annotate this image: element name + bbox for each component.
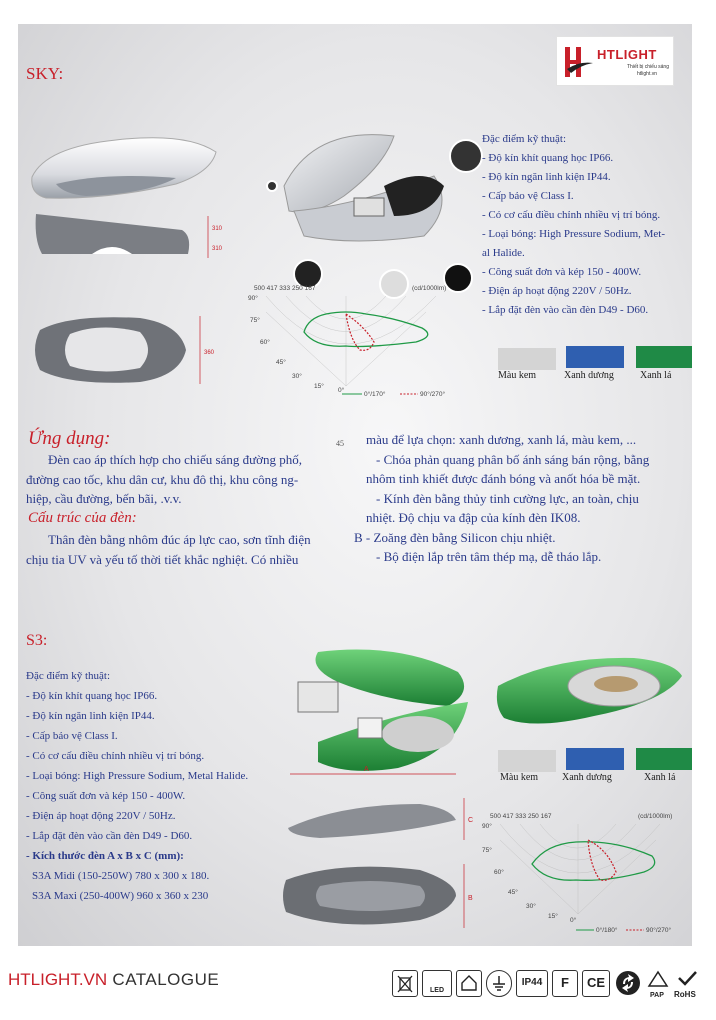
sky-section-label: SKY: bbox=[26, 64, 64, 83]
s3-polar-legend-1: 0°/180° bbox=[596, 927, 618, 934]
sky-exploded-view bbox=[234, 116, 482, 276]
s3-polar-unit: (cd/1000lm) bbox=[638, 813, 673, 820]
s3-side-drawing bbox=[280, 764, 474, 854]
s3-spec-title: Đặc điểm kỹ thuật: bbox=[26, 670, 111, 682]
structure-paragraph: Thân đèn bằng nhôm đúc áp lực cao, sơn tĩnh điện chịu tia UV và yếu tố thời tiết khắc nghiệt. Có nhiều bbox=[26, 532, 311, 567]
sky-spec-item: - Lắp đặt đèn vào cần đèn D49 - D60. bbox=[482, 304, 649, 316]
swatch-label-xanh-duong: Xanh dương bbox=[564, 370, 614, 381]
s3-spec-item: - Có cơ cấu điều chỉnh nhiều vị trí bóng. bbox=[26, 750, 205, 762]
s3-swatch-label-kem: Màu kem bbox=[500, 772, 539, 783]
s3-size-midi: S3A Midi (150-250W) 780 x 300 x 180. bbox=[32, 870, 210, 882]
sky-polar-legend-1: 0°/170° bbox=[364, 391, 386, 398]
sky-spec-list bbox=[482, 130, 665, 320]
footer-catalogue-label: CATALOGUE bbox=[107, 970, 220, 989]
s3-size-maxi: S3A Maxi (250-400W) 960 x 360 x 230 bbox=[32, 890, 209, 902]
htlight-logo bbox=[556, 36, 674, 86]
sky-polar-angle-60: 60° bbox=[260, 339, 270, 346]
ce-icon: CE bbox=[582, 970, 610, 997]
htlight-logo-icon bbox=[563, 45, 593, 79]
s3-section-label: S3: bbox=[26, 632, 48, 649]
footer-brand bbox=[8, 970, 219, 990]
sky-polar-angle-45: 45° bbox=[276, 359, 286, 366]
s3-swatch-xanh-duong bbox=[566, 748, 624, 770]
s3-polar-angle-45: 45° bbox=[508, 889, 518, 896]
swatch-xanh-la bbox=[636, 346, 692, 368]
logo-website: htlight.vn bbox=[637, 71, 658, 77]
s3-spec-item: - Độ kín ngăn linh kiện IP44. bbox=[26, 710, 155, 722]
s3-spec-item: - Cấp bảo vệ Class I. bbox=[26, 730, 118, 742]
sky-spec-title: Đặc điểm kỹ thuật: bbox=[482, 133, 567, 145]
sky-spec-item: - Độ kín khít quang học IP66. bbox=[482, 152, 614, 164]
sky-polar-angle-75: 75° bbox=[250, 317, 260, 324]
rohs-label: RoHS bbox=[674, 990, 696, 999]
sky-polar-unit: (cd/1000lm) bbox=[412, 285, 447, 292]
sky-spec-item: - Có cơ cấu điều chỉnh nhiều vị trí bóng. bbox=[482, 209, 661, 221]
s3-exploded-view bbox=[278, 642, 478, 782]
stray-angle-45: 45 bbox=[336, 439, 344, 448]
sky-dim-2: 310 bbox=[212, 246, 223, 252]
structure-paragraph-continued: màu để lựa chọn: xanh dương, xanh lá, màu kem, ... - Chóa phản quang phân bố ánh sáng bán rộng, bằng nhôm tinh khiết được đánh bóng và anốt hóa bề mặt. - Kính đèn bằng thủy tinh cường lực, an toàn, chịu nhiệt. Độ chịu va đập của kính đèn IK08. B - Zoăng đèn bằng Silicon chịu nhiệt. - Bộ điện lắp trên tâm thép mạ, dễ tháo lắp. bbox=[354, 432, 650, 564]
sky-side-drawing bbox=[32, 210, 222, 270]
s3-spec-list bbox=[26, 666, 296, 906]
swatch-xanh-duong bbox=[566, 346, 624, 368]
sky-spec-item: - Cấp bảo vệ Class I. bbox=[482, 190, 574, 202]
swatch-label-kem: Màu kem bbox=[498, 370, 537, 381]
sky-polar-legend-2: 90°/270° bbox=[420, 391, 446, 398]
footer-brand-name: HTLIGHT.VN bbox=[8, 970, 108, 989]
s3-polar-angle-15: 15° bbox=[548, 913, 558, 920]
sky-spec-item: - Độ kín ngăn linh kiện IP44. bbox=[482, 171, 611, 183]
s3-swatch-kem bbox=[498, 750, 556, 772]
swatch-kem bbox=[498, 348, 556, 370]
sky-polar-angle-30: 30° bbox=[292, 373, 302, 380]
s3-polar-legend-2: 90°/270° bbox=[646, 927, 672, 934]
sky-spec-item: - Điện áp hoạt động 220V / 50Hz. bbox=[482, 285, 632, 297]
logo-name: HTLIGHT bbox=[597, 47, 657, 62]
application-paragraph: Đèn cao áp thích hợp cho chiếu sáng đường phố, đường cao tốc, khu dân cư, khu đô thị, khu công ng- hiệp, cầu đường, bến bãi, .v.v. bbox=[26, 452, 303, 506]
s3-dim-a: A bbox=[364, 766, 369, 773]
sky-dim-1: 310 bbox=[212, 226, 223, 232]
s3-size-title: - Kích thước đèn A x B x C (mm): bbox=[26, 850, 184, 862]
s3-spec-item: - Lắp đặt đèn vào cần đèn D49 - D60. bbox=[26, 830, 193, 842]
sky-spec-item: - Công suất đơn và kép 150 - 400W. bbox=[482, 266, 642, 278]
s3-lamp-photo bbox=[494, 646, 684, 736]
sky-polar-angle-0: 0° bbox=[338, 387, 345, 394]
led-icon: LED bbox=[422, 970, 452, 997]
sky-lamp-photo bbox=[26, 122, 226, 212]
s3-polar-angle-0: 0° bbox=[570, 917, 577, 924]
sky-spec-item: al Halide. bbox=[482, 247, 525, 259]
sky-spec-item: - Loại bóng: High Pressure Sodium, Met- bbox=[482, 228, 666, 240]
swatch-label-xanh-la: Xanh lá bbox=[640, 370, 672, 381]
s3-polar-angle-90: 90° bbox=[482, 823, 492, 830]
s3-spec-item: - Công suất đơn và kép 150 - 400W. bbox=[26, 790, 186, 802]
s3-spec-item: - Loại bóng: High Pressure Sodium, Metal Halide. bbox=[26, 770, 249, 782]
s3-top-drawing bbox=[280, 850, 473, 940]
s3-polar-diagram bbox=[476, 810, 688, 934]
s3-swatch-label-xanh-la: Xanh lá bbox=[644, 772, 676, 783]
sky-polar-angle-15: 15° bbox=[314, 383, 324, 390]
s3-polar-angle-60: 60° bbox=[494, 869, 504, 876]
s3-polar-values: 500 417 333 250 167 bbox=[490, 813, 552, 820]
f-mark-icon: F bbox=[552, 970, 578, 997]
s3-spec-item: - Điện áp hoạt động 220V / 50Hz. bbox=[26, 810, 176, 822]
recycle-icon bbox=[614, 970, 642, 997]
s3-dim-c: C bbox=[468, 817, 474, 824]
structure-heading: Cấu trúc của đèn: bbox=[28, 510, 137, 526]
weee-bin-icon bbox=[392, 970, 418, 997]
sky-top-drawing bbox=[30, 310, 215, 390]
s3-polar-angle-30: 30° bbox=[526, 903, 536, 910]
application-heading: Ứng dụng: bbox=[28, 428, 111, 449]
s3-dim-b: B bbox=[468, 895, 473, 902]
sky-polar-diagram bbox=[246, 282, 476, 402]
indoor-house-icon bbox=[456, 970, 482, 997]
ground-icon bbox=[486, 970, 512, 997]
s3-spec-item: - Độ kín khít quang học IP66. bbox=[26, 690, 158, 702]
s3-swatch-xanh-la bbox=[636, 748, 692, 770]
catalogue-panel bbox=[18, 24, 692, 946]
sky-polar-angle-90: 90° bbox=[248, 295, 258, 302]
s3-polar-angle-75: 75° bbox=[482, 847, 492, 854]
ip44-icon: IP44 bbox=[516, 970, 548, 997]
pap-label: PAP bbox=[650, 992, 664, 999]
s3-swatch-label-xanh-duong: Xanh dương bbox=[562, 772, 612, 783]
logo-tagline: Thiết bị chiếu sáng bbox=[627, 64, 669, 70]
sky-polar-values: 500 417 333 250 167 bbox=[254, 285, 316, 292]
sky-dim-3: 360 bbox=[204, 350, 215, 356]
